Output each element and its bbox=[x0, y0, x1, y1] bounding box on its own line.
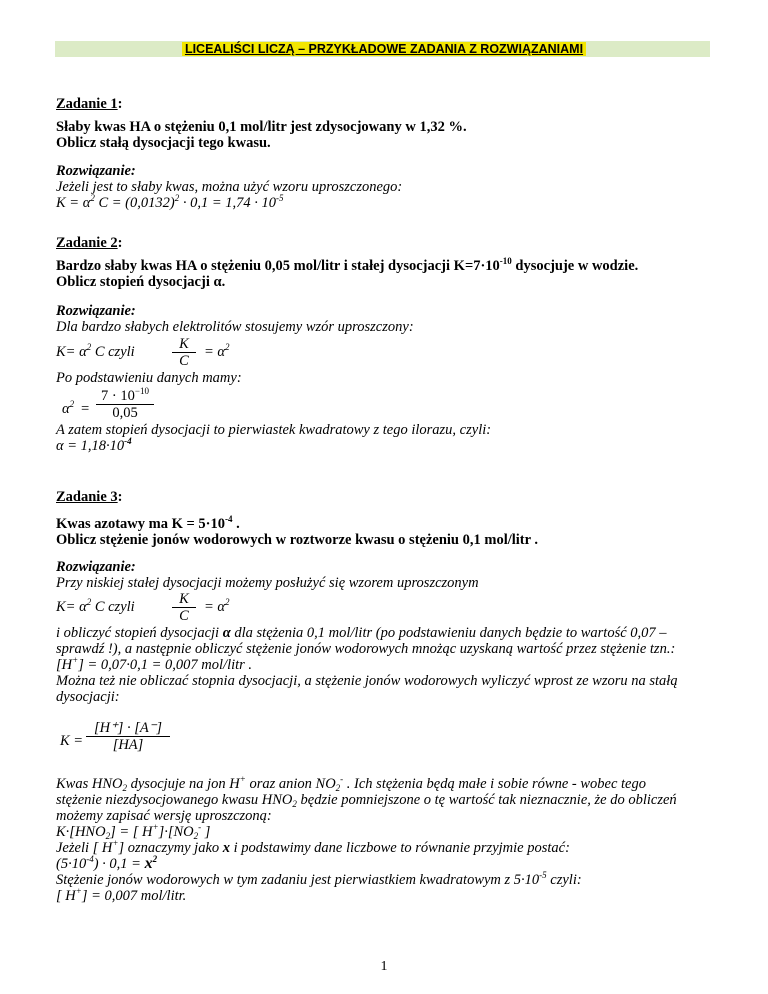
task-2-heading: Zadanie 2: bbox=[56, 235, 123, 251]
task-3-final-result: [ H+] = 0,007 mol/litr. bbox=[56, 886, 187, 904]
page-title: LICEALIŚCI LICZĄ – PRZYKŁADOWE ZADANIA Z ROZWIĄZANIAMI bbox=[0, 41, 768, 57]
task-2-conclusion: A zatem stopień dysocjacji to pierwiastek kwadratowy z tego ilorazu, czyli: bbox=[56, 422, 492, 438]
task-3-substitution-text: Jeżeli [ H+] oznaczymy jako x i podstawimy dane liczbowe to równanie przyjmie postać: bbox=[56, 838, 570, 856]
task-3-equation-left: $K= \alpha^2$ C czyli bbox=[56, 597, 135, 615]
task-3-text-1: Kwas azotawy ma $K = 5\cdot 10^{-4}$ . bbox=[56, 514, 240, 532]
task-3-hno2-line-3: możemy zapisać wersję uproszczoną: bbox=[56, 808, 272, 824]
task-1-heading: Zadanie 1: bbox=[56, 96, 123, 112]
task-3-heading: Zadanie 3: bbox=[56, 489, 123, 505]
task-1-formula: $K = \alpha^2$ $C = (0,0132)^2 \cdot 0,1 = 1,74 \cdot 10^{-5}$ bbox=[56, 193, 284, 211]
task-3-solution-line: Przy niskiej stałej dysocjacji możemy posłużyć się wzorem uproszczonym bbox=[56, 575, 479, 591]
task-3-fraction: K C bbox=[172, 591, 196, 624]
task-2-result: $\alpha = 1,18\cdot 10^{-4}$ bbox=[56, 436, 132, 454]
task-2-substitution-text: Po podstawieniu danych mamy: bbox=[56, 370, 242, 386]
task-3-paragraph-line-4: Można też nie obliczać stopnia dysocjacji, a stężenie jonów wodorowych wyliczyć wprost ze wzoru na stałą bbox=[56, 673, 678, 689]
task-1-solution-line: Jeżeli jest to słaby kwas, można użyć wzoru uproszczonego: bbox=[56, 179, 403, 195]
page-number: 1 bbox=[380, 959, 388, 974]
task-3-k-fraction: [H⁺] · [A⁻] [HA] bbox=[86, 720, 170, 753]
task-3-text-2: Oblicz stężenie jonów wodorowych w roztworze kwasu o stężeniu 0,1 mol/litr . bbox=[56, 532, 539, 548]
task-1-text-2: Oblicz stałą dysocjacji tego kwasu. bbox=[56, 135, 271, 151]
task-3-paragraph-line-2: sprawdź !), a następnie obliczyć stężenie jonów wodorowych mnożąc uzyskaną wartość przez stężenie tzn.: bbox=[56, 641, 676, 657]
task-2-equation-left: $K= \alpha^2$ C czyli bbox=[56, 342, 135, 360]
task-3-paragraph-line-3: [H+] = 0,07·0,1 = 0,007 mol/litr . bbox=[56, 655, 253, 673]
task-2-text-2: Oblicz stopień dysocjacji α. bbox=[56, 274, 226, 290]
task-3-equilibrium-equation: $K\cdot[HNO_2]$ = [ $H^+]\cdot[NO_2^-$ ] bbox=[56, 822, 211, 841]
task-2-equation-right: = $\alpha^2$ bbox=[204, 342, 230, 360]
task-3-equation-right: = $\alpha^2$ bbox=[204, 597, 230, 615]
task-2-solution-line: Dla bardzo słabych elektrolitów stosujemy wzór uproszczony: bbox=[56, 319, 414, 335]
task-3-root-text: Stężenie jonów wodorowych w tym zadaniu jest pierwiastkiem kwadratowym z $5\cdot 10^{-5}$ czyli: bbox=[56, 870, 582, 888]
task-1-solution-label: Rozwiązanie: bbox=[56, 163, 136, 179]
task-3-numeric-equation: $(5\cdot 10^{-4}) \cdot 0,1 = x^2$ bbox=[56, 854, 158, 872]
task-1-text-1: Słaby kwas HA o stężeniu 0,1 mol/litr jest zdysocjowany w 1,32 %. bbox=[56, 119, 467, 135]
task-3-paragraph-line-1: i obliczyć stopień dysocjacji α dla stężenia 0,1 mol/litr (po podstawieniu danych będzie to wartość 0,07 – bbox=[56, 625, 667, 641]
task-3-k-symbol: K = bbox=[60, 733, 84, 749]
task-2-alpha-squared: $\alpha^2$ = bbox=[62, 399, 90, 417]
task-3-hno2-line-2: stężenie niezdysocjowanego kwasu $HNO_2$ będzie pomniejszone o tę wartość tak nieznacznie, że do obliczeń bbox=[56, 792, 677, 809]
task-2-value-fraction: $7 \cdot 10^{-10}$ 0,05 bbox=[96, 388, 154, 421]
task-2-text-1: Bardzo słaby kwas HA o stężeniu 0,05 mol/litr i stałej dysocjacji $K=7\cdot 10^{-10}$ dysocjuje w wodzie. bbox=[56, 256, 639, 274]
task-3-paragraph-line-5: dysocjacji: bbox=[56, 689, 120, 705]
task-3-hno2-line-1: Kwas $HNO_2$ dysocjuje na jon H+ oraz anion $NO_2^-$ . Ich stężenia będą małe i sobie równe - wobec tego bbox=[56, 774, 646, 793]
task-3-solution-label: Rozwiązanie: bbox=[56, 559, 136, 575]
task-2-fraction: K C bbox=[172, 336, 196, 369]
task-2-solution-label: Rozwiązanie: bbox=[56, 303, 136, 319]
